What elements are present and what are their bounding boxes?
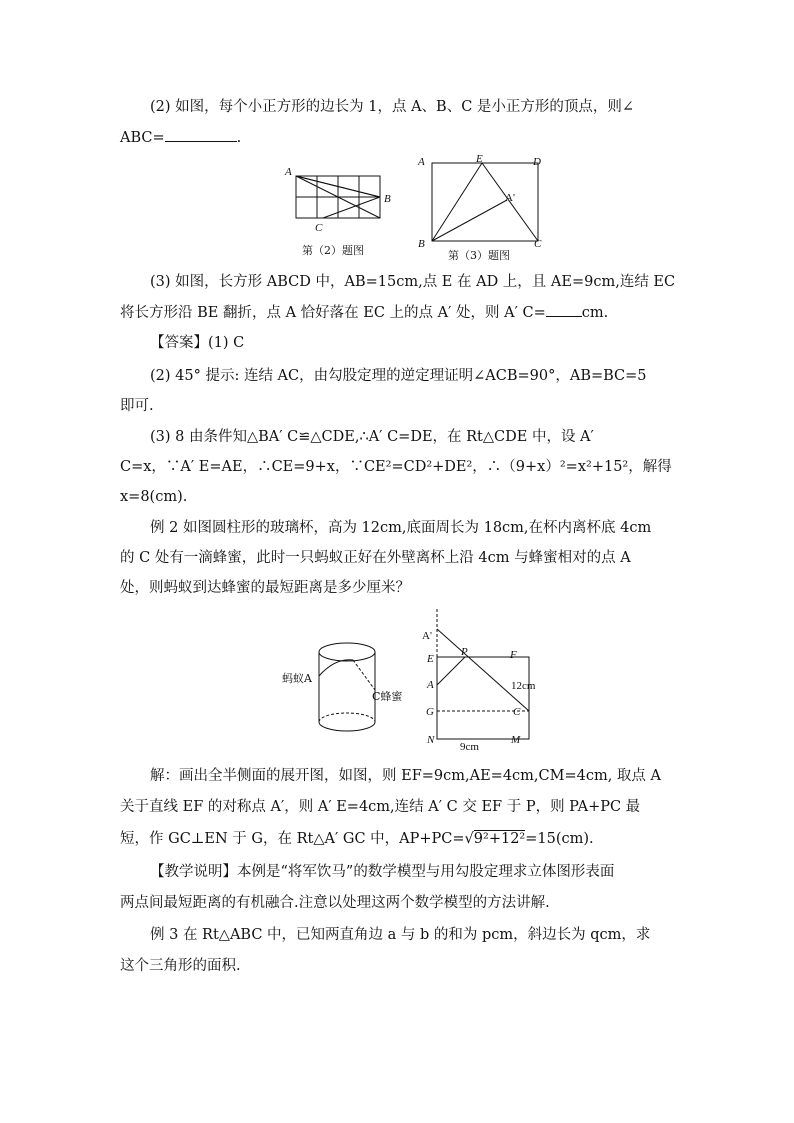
- teaching-line-1: 【教学说明】本例是“将军饮马”的数学模型与用勾股定理求立体图形表面: [150, 864, 615, 880]
- fig2-label-a: A: [285, 166, 292, 178]
- q3-suffix: cm.: [581, 305, 609, 321]
- q2-prefix: ABC=: [120, 130, 165, 146]
- q2-suffix: .: [236, 130, 242, 146]
- figure-unfold: [425, 605, 545, 745]
- unfold-width-label: 9cm: [460, 741, 479, 753]
- solution-line-3: [120, 829, 594, 849]
- unfold-label-f: F: [510, 649, 517, 661]
- unfold-label-a: A: [427, 679, 434, 691]
- sqrt-sign: √: [464, 831, 474, 847]
- q3-line-1: (3) 如图，长方形 ABCD 中，AB=15cm,点 E 在 AD 上，且 AE=9cm,连结 EC: [150, 274, 676, 290]
- answer-3-line-3: x=8(cm).: [120, 489, 188, 505]
- answer-blank-q3: [546, 302, 582, 317]
- fig3-caption: 第（3）题图: [448, 249, 510, 262]
- figure-2-grid: [280, 160, 400, 240]
- fig2-label-b: B: [384, 193, 391, 205]
- fig3-label-a: A: [418, 156, 425, 168]
- unfold-label-n: N: [427, 734, 435, 746]
- solution-suffix: =15(cm).: [525, 831, 594, 847]
- q3-line-2: [120, 302, 608, 323]
- example-2-line-3: 处，则蚂蚁到达蜂蜜的最短距离是多少厘米？: [120, 580, 410, 596]
- example-3-line-2: 这个三角形的面积.: [120, 958, 241, 974]
- solution-line-2: 关于直线 EF 的对称点 A′，则 A′ E=4cm,连结 A′ C 交 EF 于 P，则 PA+PC 最: [120, 799, 641, 815]
- answer-blank-q2: [165, 127, 237, 142]
- answer-2-line-1: (2) 45° 提示: 连结 AC，由勾股定理的逆定理证明∠ACB=90°，AB=BC=5: [150, 368, 647, 384]
- answer-3-line-1: (3) 8 由条件知△BA′ C≌△CDE,∴A′ C=DE，在 Rt△CDE 中，设 A′: [150, 429, 594, 445]
- fig3-label-c: C: [534, 238, 542, 250]
- fig3-label-b: B: [418, 238, 425, 250]
- q3-prefix: 将长方形沿 BE 翻折，点 A 恰好落在 EC 上的点 A′ 处，则 A′ C=: [120, 305, 546, 321]
- unfold-label-e: E: [427, 653, 434, 665]
- example-3-line-1: 例 3 在 Rt△ABC 中，已知两直角边 a 与 b 的和为 pcm，斜边长为 qcm，求: [150, 927, 651, 943]
- solution-prefix: 短，作 GC⊥EN 于 G，在 Rt△A′ GC 中，AP+PC=: [120, 831, 465, 847]
- unfold-height-label: 12cm: [511, 680, 536, 692]
- teaching-line-2: 两点间最短距离的有机融合.注意以处理这两个数学模型的方法讲解.: [120, 895, 550, 911]
- q2-line-2: [120, 127, 241, 148]
- unfold-label-c: C: [513, 706, 521, 718]
- solution-line-1: 解：画出全半侧面的展开图，如图，则 EF=9cm,AE=4cm,CM=4cm, 取点 A: [150, 768, 662, 784]
- answer-2-line-2: 即可.: [120, 398, 154, 414]
- unfold-label-p: P: [461, 646, 468, 658]
- fig2-label-c: C: [315, 222, 323, 234]
- q2-line-1: (2) 如图，每个小正方形的边长为 1，点 A、B、C 是小正方形的顶点，则∠: [150, 99, 635, 115]
- fig3-label-d: D: [533, 156, 541, 168]
- sqrt-radicand: 9²+12²: [473, 831, 526, 847]
- fig3-label-a-prime: A': [505, 192, 515, 204]
- honey-label: C蜂蜜: [372, 690, 403, 703]
- answer-3-line-2: C=x，∵A′ E=AE，∴CE=9+x，∵CE²=CD²+DE²，∴（9+x）²=x²+15²，解得: [120, 459, 672, 475]
- fig2-caption: 第（2）题图: [302, 244, 364, 257]
- example-2-line-1: 例 2 如图圆柱形的玻璃杯，高为 12cm,底面周长为 18cm,在杯内离杯底 4cm: [150, 520, 652, 536]
- fig3-label-e: E: [476, 153, 483, 165]
- example-2-line-2: 的 C 处有一滴蜂蜜，此时一只蚂蚁正好在外壁离杯上沿 4cm 与蜂蜜相对的点 A: [120, 550, 631, 566]
- unfold-label-m: M: [511, 734, 521, 746]
- ant-label: 蚂蚁A: [282, 672, 312, 685]
- answer-1: 【答案】(1) C: [150, 335, 245, 351]
- unfold-label-a-prime: A': [422, 630, 432, 642]
- unfold-label-g: G: [426, 706, 434, 718]
